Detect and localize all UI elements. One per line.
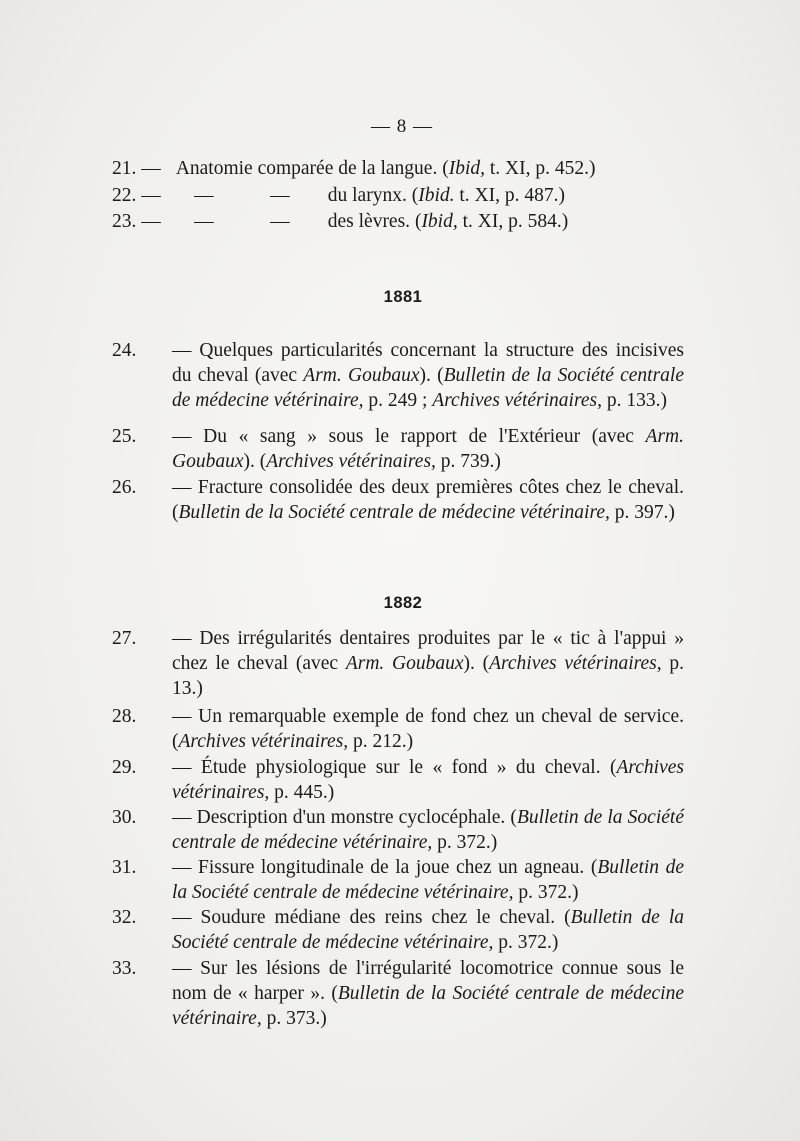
entry-21 bbox=[112, 157, 596, 181]
entry-text-run: p. 739.) bbox=[435, 450, 501, 472]
page-number: — 8 — bbox=[371, 116, 433, 137]
entry-number: 30. bbox=[112, 807, 137, 828]
entry-text bbox=[172, 806, 684, 856]
entry-citation-italic: Bulletin de la Société centrale de médecine vétérinaire, bbox=[178, 501, 610, 523]
entry-22 bbox=[112, 184, 565, 208]
entry-text-run: — Des irrégularités dentaires produites par le « tic à l'appui » chez le cheval (avec bbox=[172, 628, 684, 674]
entry-citation-italic: Archives vétérinaires, bbox=[172, 757, 684, 803]
entry-citation-italic: Bulletin de la Société centrale de médecine vétérinaire, bbox=[172, 807, 684, 853]
entry-text-run: — Description d'un monstre cyclocéphale. ( bbox=[172, 807, 517, 828]
entry-text-run: ). ( bbox=[243, 450, 267, 472]
entry-text bbox=[172, 957, 684, 1031]
entry-text-run: ). ( bbox=[463, 652, 490, 674]
entry-citation-italic: Bulletin de la Société centrale de médecine vétérinaire, bbox=[172, 364, 685, 411]
entry-citation-italic: Arm. Goubaux bbox=[172, 426, 684, 472]
entry-25 bbox=[112, 425, 684, 475]
entry-text-run: p. 13.) bbox=[172, 652, 684, 699]
year-heading-1882: 1882 bbox=[383, 594, 423, 612]
entry-24 bbox=[112, 339, 684, 413]
entry-31 bbox=[112, 856, 684, 906]
entry-citation-italic: Archives vétérinaires, bbox=[432, 389, 602, 411]
entry-title: des lèvres. bbox=[327, 211, 411, 232]
entry-text-run: — Du « sang » sous le rapport de l'Extérieur (avec bbox=[172, 426, 646, 447]
entry-text bbox=[172, 476, 684, 526]
entry-26 bbox=[112, 476, 684, 526]
entry-text-run: p. 372.) bbox=[513, 881, 579, 903]
entry-text-run: p. 373.) bbox=[261, 1007, 327, 1029]
entry-ref-open: ( bbox=[411, 185, 419, 206]
entry-number: 32. bbox=[112, 907, 137, 928]
year-heading-1881: 1881 bbox=[383, 288, 423, 306]
entry-number: 27. bbox=[112, 628, 137, 649]
entry-text-run: — Fracture consolidée des deux premières côtes chez le cheval. ( bbox=[172, 477, 684, 523]
entry-ref-open: ( bbox=[414, 211, 422, 232]
entry-number: 25. bbox=[112, 426, 137, 447]
entry-text bbox=[172, 425, 684, 475]
entry-text-run: — Sur les lésions de l'irrégularité locomotrice connue sous le nom de « harper ». ( bbox=[172, 958, 684, 1004]
entry-text-run: ). ( bbox=[419, 364, 444, 386]
entry-text-run: — Fissure longitudinale de la joue chez un agneau. ( bbox=[172, 857, 598, 878]
entry-text bbox=[172, 906, 684, 956]
entry-ref: t. XI, p. 452.) bbox=[485, 158, 596, 179]
entry-30 bbox=[112, 806, 684, 856]
entry-title: du larynx. bbox=[327, 185, 407, 206]
entry-text bbox=[172, 627, 684, 701]
entry-text-run: p. 397.) bbox=[609, 501, 675, 523]
entry-number: 33. bbox=[112, 958, 137, 979]
entry-number: 29. bbox=[112, 757, 137, 778]
entry-number: 24. bbox=[112, 340, 137, 361]
entry-text-run: — Étude physiologique sur le « fond » du cheval. ( bbox=[172, 757, 617, 778]
entry-text-run: p. 372.) bbox=[432, 831, 498, 853]
ditto-dash: — bbox=[270, 211, 290, 232]
entry-text-run: p. 445.) bbox=[269, 781, 335, 803]
entry-text bbox=[172, 856, 684, 906]
entry-text-run: — Soudure médiane des reins chez le cheval. ( bbox=[172, 907, 571, 928]
ditto-dash: — bbox=[270, 185, 290, 206]
entry-number: 28. bbox=[112, 706, 137, 727]
entry-citation-italic: Arm. Goubaux bbox=[345, 652, 464, 674]
entry-citation-italic: Bulletin de la Société centrale de médecine vétérinaire, bbox=[172, 907, 685, 953]
entry-29 bbox=[112, 756, 684, 806]
entry-ref-italic: Ibid, bbox=[448, 158, 485, 179]
entry-text-run: p. 212.) bbox=[348, 730, 414, 752]
entry-text bbox=[172, 705, 684, 755]
entry-text-run: p. 133.) bbox=[601, 389, 667, 411]
entry-citation-italic: Archives vétérinaires, bbox=[178, 730, 349, 752]
entry-text-run: — Un remarquable exemple de fond chez un cheval de service. ( bbox=[172, 706, 684, 752]
entry-ref-italic: Ibid. bbox=[418, 185, 455, 206]
entry-ref: t. XI, p. 487.) bbox=[454, 185, 565, 206]
entry-number: 23. — bbox=[112, 211, 161, 232]
ditto-dash: — bbox=[194, 211, 214, 232]
ditto-dash: — bbox=[194, 185, 214, 206]
entry-text-run: p. 372.) bbox=[493, 931, 559, 953]
entry-text bbox=[172, 339, 684, 413]
entry-ref: t. XI, p. 584.) bbox=[457, 211, 569, 232]
entry-text-run: p. 249 ; bbox=[363, 389, 433, 411]
entry-text bbox=[172, 756, 684, 806]
entry-citation-italic: Bulletin de la Société centrale de médecine vétérinaire, bbox=[172, 857, 684, 903]
entry-23 bbox=[112, 210, 568, 234]
entry-title: Anatomie comparée de la langue. bbox=[175, 158, 438, 179]
entry-citation-italic: Archives vétérinaires, bbox=[489, 652, 662, 674]
entry-citation-italic: Arm. Goubaux bbox=[303, 364, 420, 386]
entry-number: 22. — bbox=[112, 185, 161, 206]
entry-28 bbox=[112, 705, 684, 755]
entry-number: 31. bbox=[112, 857, 137, 878]
entry-33 bbox=[112, 957, 684, 1031]
entry-number: 26. bbox=[112, 477, 137, 498]
entry-citation-italic: Bulletin de la Société centrale de médecine vétérinaire, bbox=[172, 982, 684, 1029]
entry-citation-italic: Archives vétérinaires, bbox=[266, 450, 436, 472]
entry-text-run: — Quelques particularités concernant la structure des incisives du cheval (avec bbox=[172, 340, 684, 386]
entry-number: 21. — bbox=[112, 158, 161, 179]
entry-ref-open: ( bbox=[442, 158, 449, 179]
entry-27 bbox=[112, 627, 684, 701]
entry-32 bbox=[112, 906, 684, 956]
entry-ref-italic: Ibid, bbox=[421, 211, 458, 232]
